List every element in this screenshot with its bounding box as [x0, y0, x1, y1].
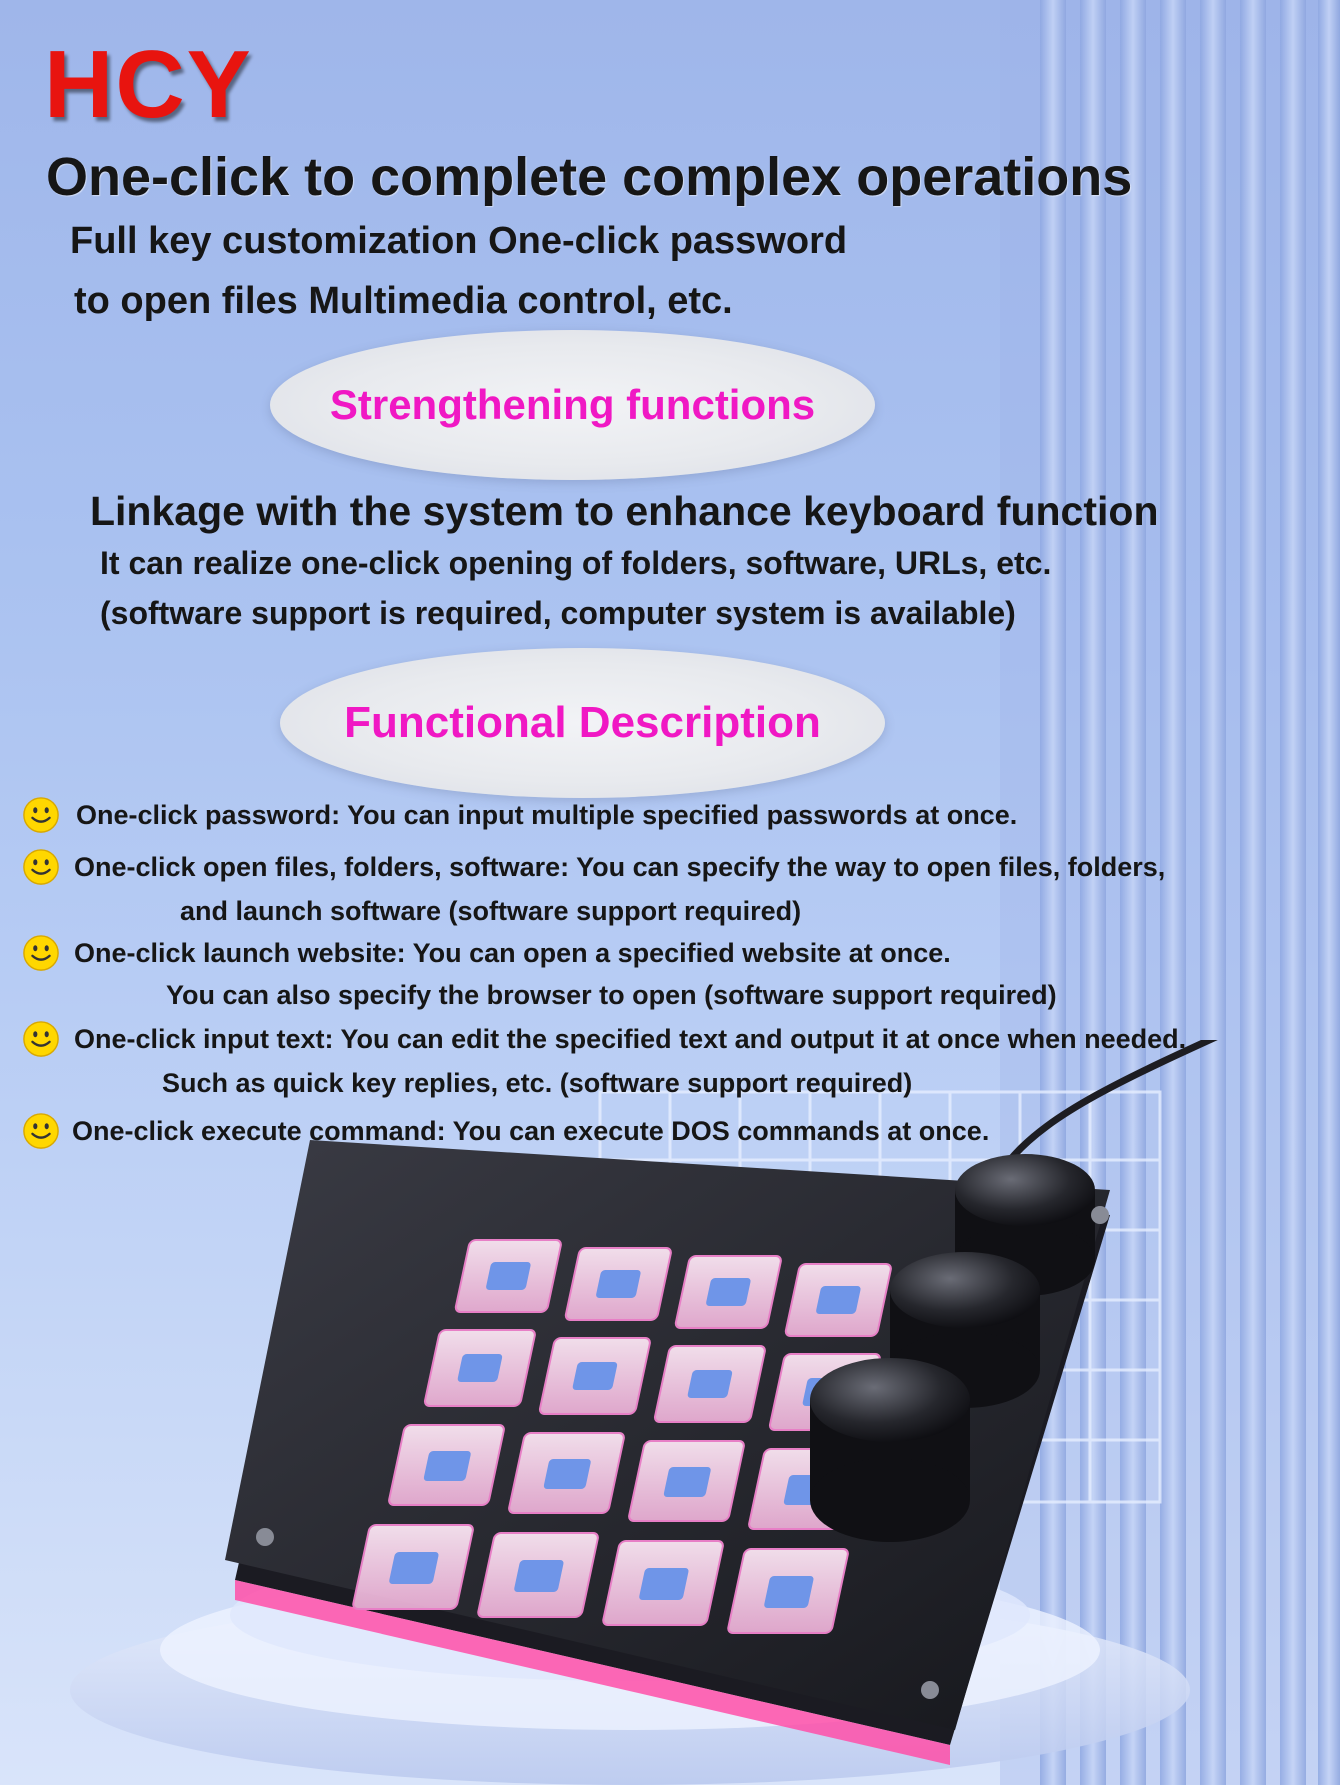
section-title-strengthening: Strengthening functions	[329, 381, 816, 428]
product-photo-macro-keypad	[0, 1040, 1340, 1785]
section-title-functional: Functional Description	[344, 698, 821, 747]
feature-item-website-cont: You can also specify the browser to open (software support required)	[166, 980, 1057, 1010]
smiley-face-icon	[22, 934, 60, 972]
linkage-desc-line-2: (software support is required, computer system is available)	[100, 595, 1016, 631]
section-heading-linkage: Linkage with the system to enhance keyboard function	[90, 488, 1159, 534]
smiley-face-icon	[22, 848, 60, 886]
feature-item-website: One-click launch website: You can open a specified website at once.	[74, 938, 951, 968]
section-badge-strengthening	[270, 330, 875, 480]
feature-item-input-text-cont: Such as quick key replies, etc. (software support required)	[162, 1068, 913, 1098]
feature-item-password: One-click password: You can input multiple specified passwords at once.	[76, 800, 1018, 830]
brand-title: HCY	[44, 31, 253, 138]
subheadline-line-1: Full key customization One-click password	[70, 220, 848, 262]
feature-item-open-files-cont: and launch software (software support required)	[180, 896, 802, 926]
subheadline-line-2: to open files Multimedia control, etc.	[74, 280, 733, 322]
feature-item-command: One-click execute command: You can execute DOS commands at once.	[72, 1116, 990, 1146]
feature-item-input-text: One-click input text: You can edit the specified text and output it at once when needed.	[74, 1024, 1187, 1054]
feature-item-open-files: One-click open files, folders, software: You can specify the way to open files, folders,	[74, 852, 1166, 882]
headline: One-click to complete complex operations	[46, 147, 1133, 207]
section-badge-functional	[280, 648, 885, 798]
smiley-face-icon	[22, 796, 60, 834]
linkage-desc-line-1: It can realize one-click opening of folders, software, URLs, etc.	[100, 545, 1052, 581]
